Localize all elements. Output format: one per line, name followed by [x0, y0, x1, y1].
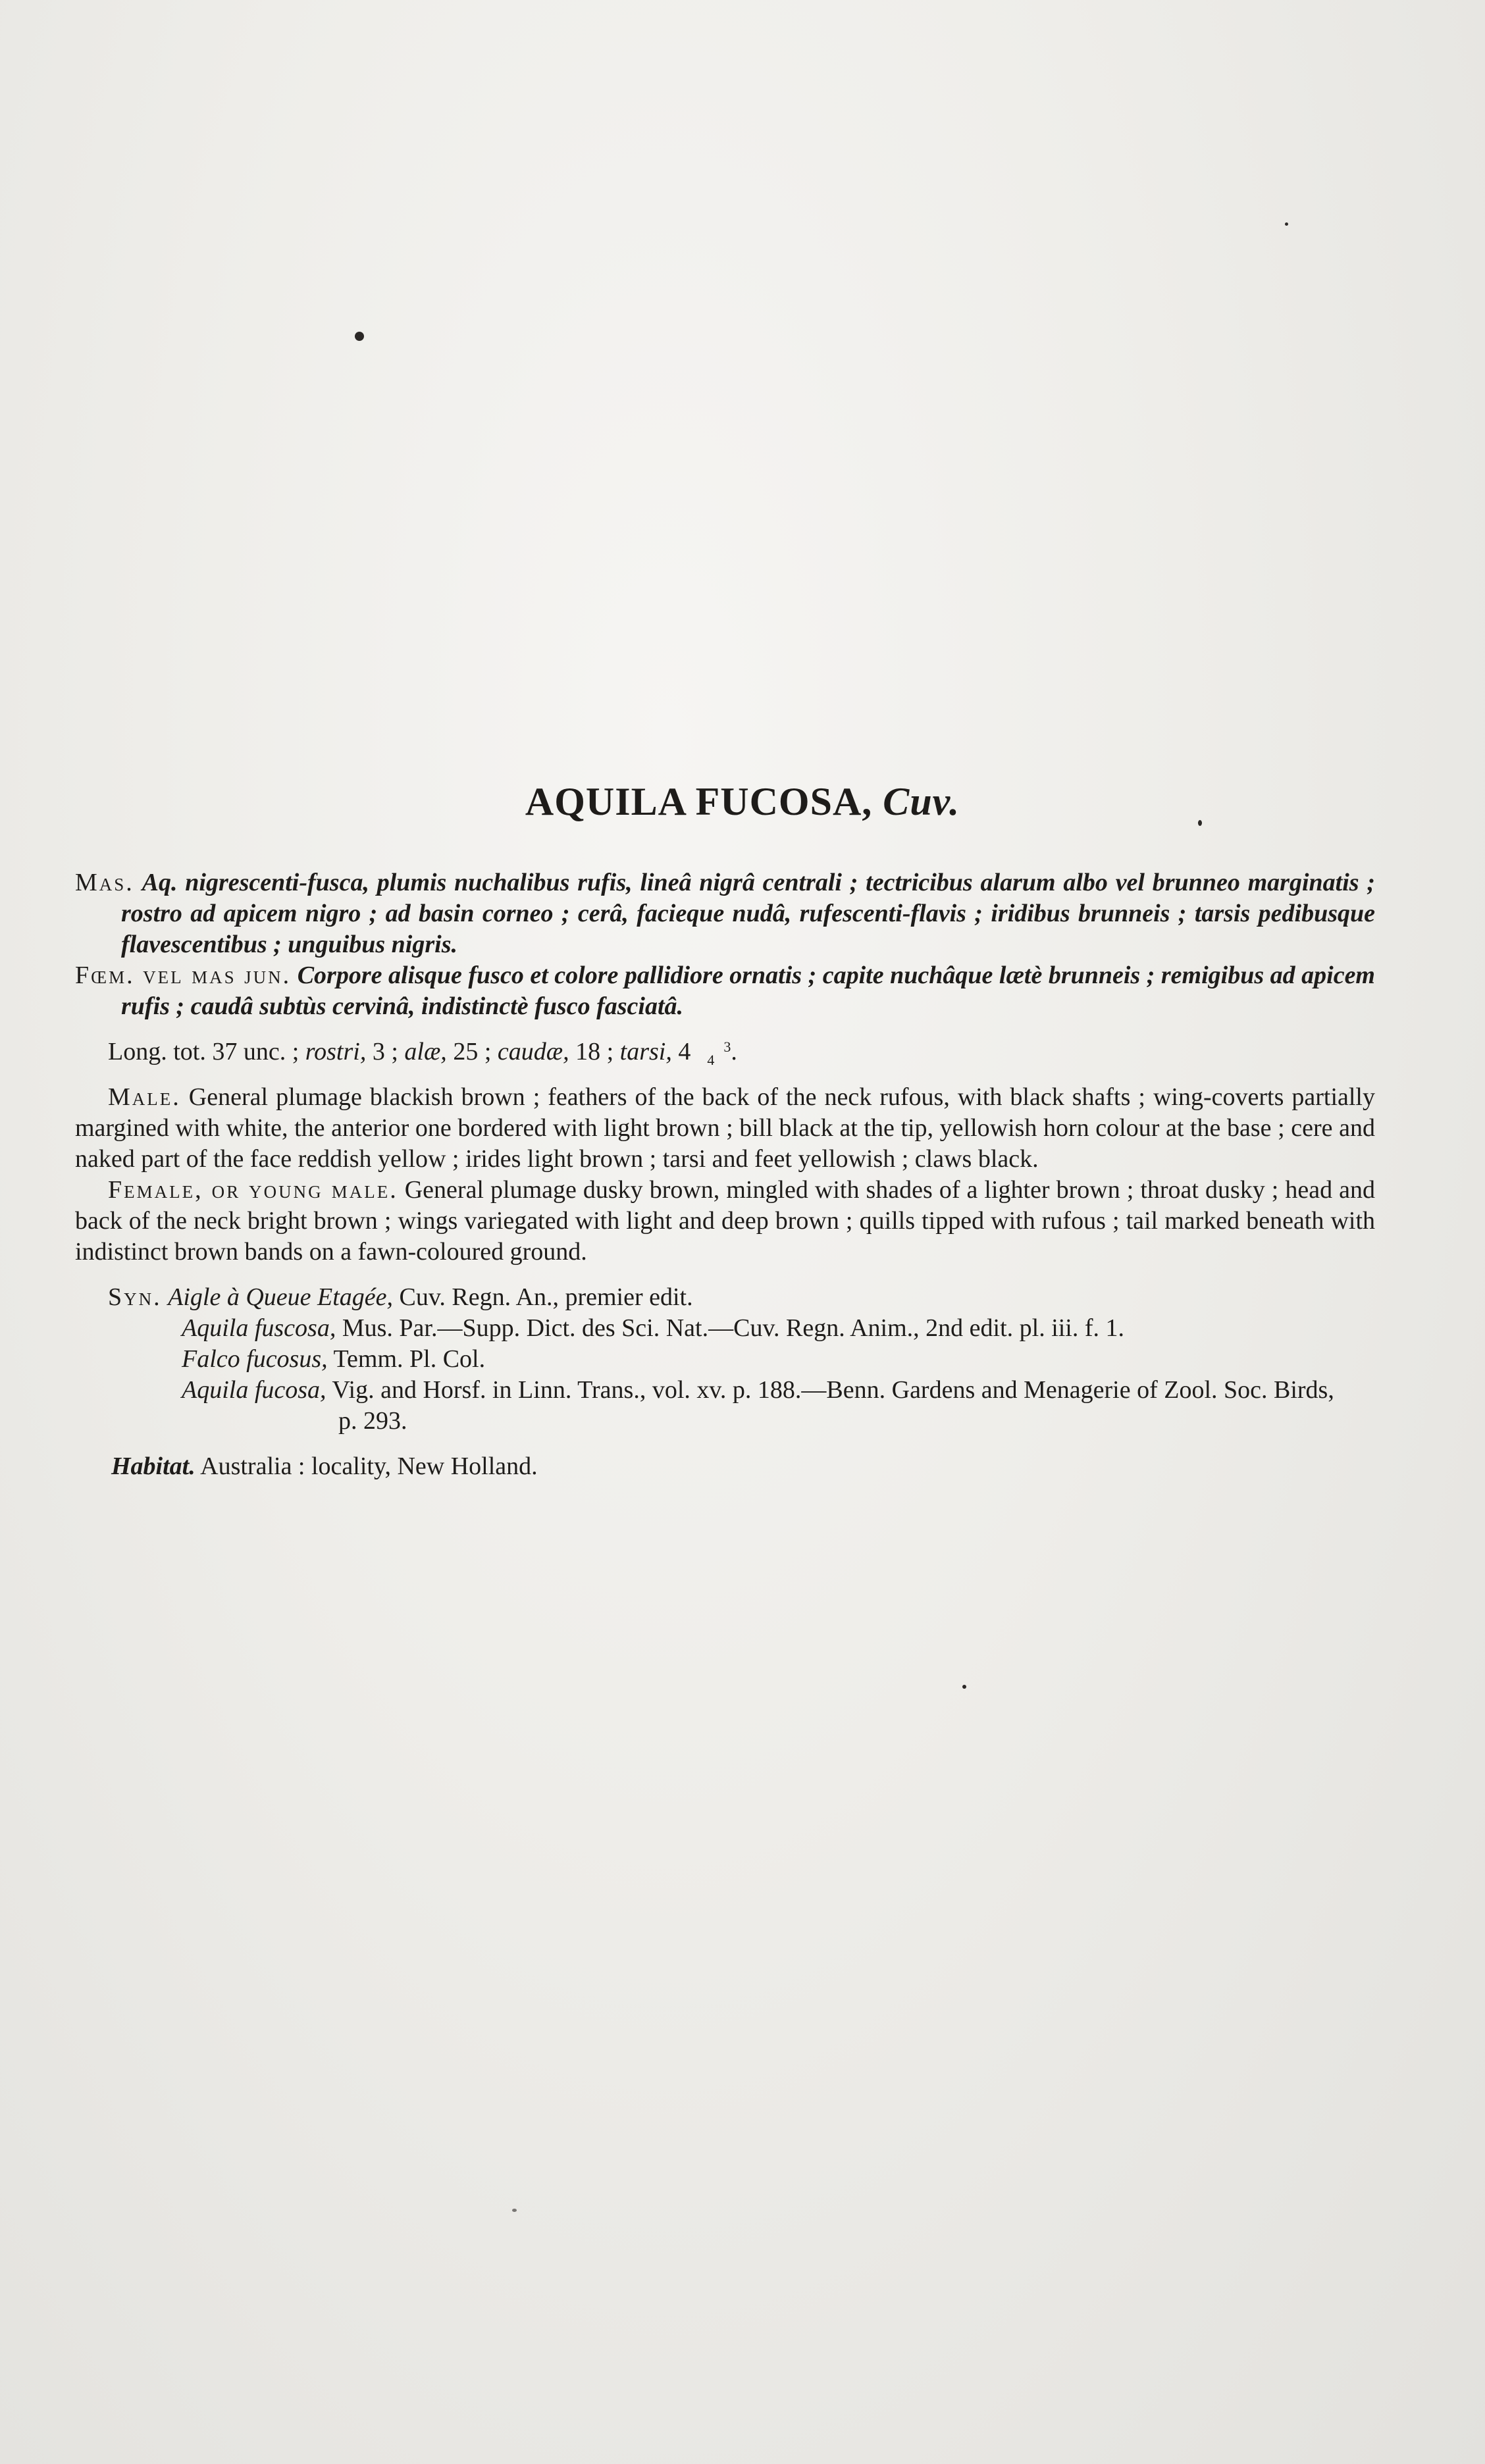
syn-ref: Temm. Pl. Col.	[333, 1345, 486, 1373]
species-name: AQUILA FUCOSA,	[525, 780, 873, 823]
foem-paragraph	[75, 960, 1375, 1022]
paper-speck	[355, 332, 364, 341]
habitat-label: Habitat.	[111, 1452, 195, 1480]
tarsi-whole: 4	[678, 1038, 691, 1065]
tarsi-label: tarsi,	[619, 1038, 672, 1065]
tarsi-fraction	[690, 1040, 731, 1067]
mas-label: Mas.	[75, 869, 134, 896]
syn-ref: Cuv. Regn. An., premier edit.	[399, 1283, 693, 1311]
syn-ref: Vig. and Horsf. in Linn. Trans., vol. xv. p. 188.—Benn. Gardens and Menagerie of Zool. Soc. Birds, p. 293.	[332, 1376, 1334, 1435]
syn-name: Falco fucosus,	[182, 1345, 328, 1373]
syn-entry	[108, 1344, 1375, 1375]
tarsi-end: .	[731, 1038, 737, 1065]
caudae-label: caudæ,	[497, 1038, 569, 1065]
syn-name: Aquila fuscosa,	[182, 1314, 336, 1342]
alae-value: 25 ;	[453, 1038, 492, 1065]
syn-entry	[108, 1313, 1375, 1344]
rostri-label: rostri,	[305, 1038, 367, 1065]
habitat-line	[75, 1451, 1375, 1482]
female-paragraph	[75, 1175, 1375, 1268]
female-label: Female, or young male.	[108, 1176, 398, 1204]
measure-lead: Long. tot. 37 unc. ;	[108, 1038, 300, 1065]
syn-entry	[108, 1375, 1375, 1437]
habitat-text: Australia : locality, New Holland.	[200, 1452, 538, 1480]
paper-speck	[1285, 222, 1288, 226]
foem-label: Fœm. vel mas jun.	[75, 962, 292, 989]
species-description	[75, 867, 1375, 1482]
male-label: Male.	[108, 1083, 181, 1111]
mas-paragraph	[75, 867, 1375, 960]
caudae-value: 18 ;	[575, 1038, 614, 1065]
paper-speck	[962, 1685, 966, 1689]
male-paragraph	[75, 1082, 1375, 1175]
syn-name: Aigle à Queue Etagée,	[168, 1283, 394, 1311]
measurements-line	[75, 1037, 1375, 1067]
alae-label: alæ,	[404, 1038, 447, 1065]
paper-speck	[512, 2209, 517, 2212]
page-title	[0, 779, 1485, 825]
syn-ref: Mus. Par.—Supp. Dict. des Sci. Nat.—Cuv. Regn. Anim., 2nd edit. pl. iii. f. 1.	[342, 1314, 1125, 1342]
tarsi-fraction-den: 4	[707, 1052, 715, 1069]
tarsi-fraction-num: 3	[723, 1039, 731, 1056]
syn-entry	[108, 1282, 1375, 1313]
female-text: General plumage dusky brown, mingled with shades of a lighter brown ; throat dusky ; head and back of the neck bright brown ; wings variegated with light and deep brown ; quills tipped with rufous ; tail marked beneath with indistinct brown bands on a fawn-coloured ground.	[75, 1176, 1376, 1266]
synonymy	[75, 1282, 1375, 1437]
syn-name: Aquila fucosa,	[182, 1376, 326, 1404]
rostri-value: 3 ;	[372, 1038, 398, 1065]
species-author: Cuv.	[883, 780, 960, 823]
male-text: General plumage blackish brown ; feathers of the back of the neck rufous, with black shafts ; wing-coverts partially margined with white, the anterior one bordered with light brown ; bill black at the tip, yellowish horn colour at the base ; cere and naked part of the face reddish yellow ; irides light brown ; tarsi and feet yellowish ; claws black.	[75, 1083, 1375, 1173]
syn-label: Syn.	[108, 1283, 162, 1311]
foem-text: Corpore alisque fusco et colore pallidiore ornatis ; capite nuchâque lætè brunneis ; remigibus ad apicem rufis ; caudâ subtùs cervinâ, indistinctè fusco fasciatâ.	[121, 962, 1375, 1020]
mas-text: Aq. nigrescenti-fusca, plumis nuchalibus rufis, lineâ nigrâ centrali ; tectricibus alarum albo vel brunneo marginatis ; rostro ad apicem nigro ; ad basin corneo ; cerâ, facieque nudâ, rufescenti-flavis ; iridibus brunneis ; tarsis pedibusque flavescentibus ; unguibus nigris.	[121, 869, 1376, 958]
